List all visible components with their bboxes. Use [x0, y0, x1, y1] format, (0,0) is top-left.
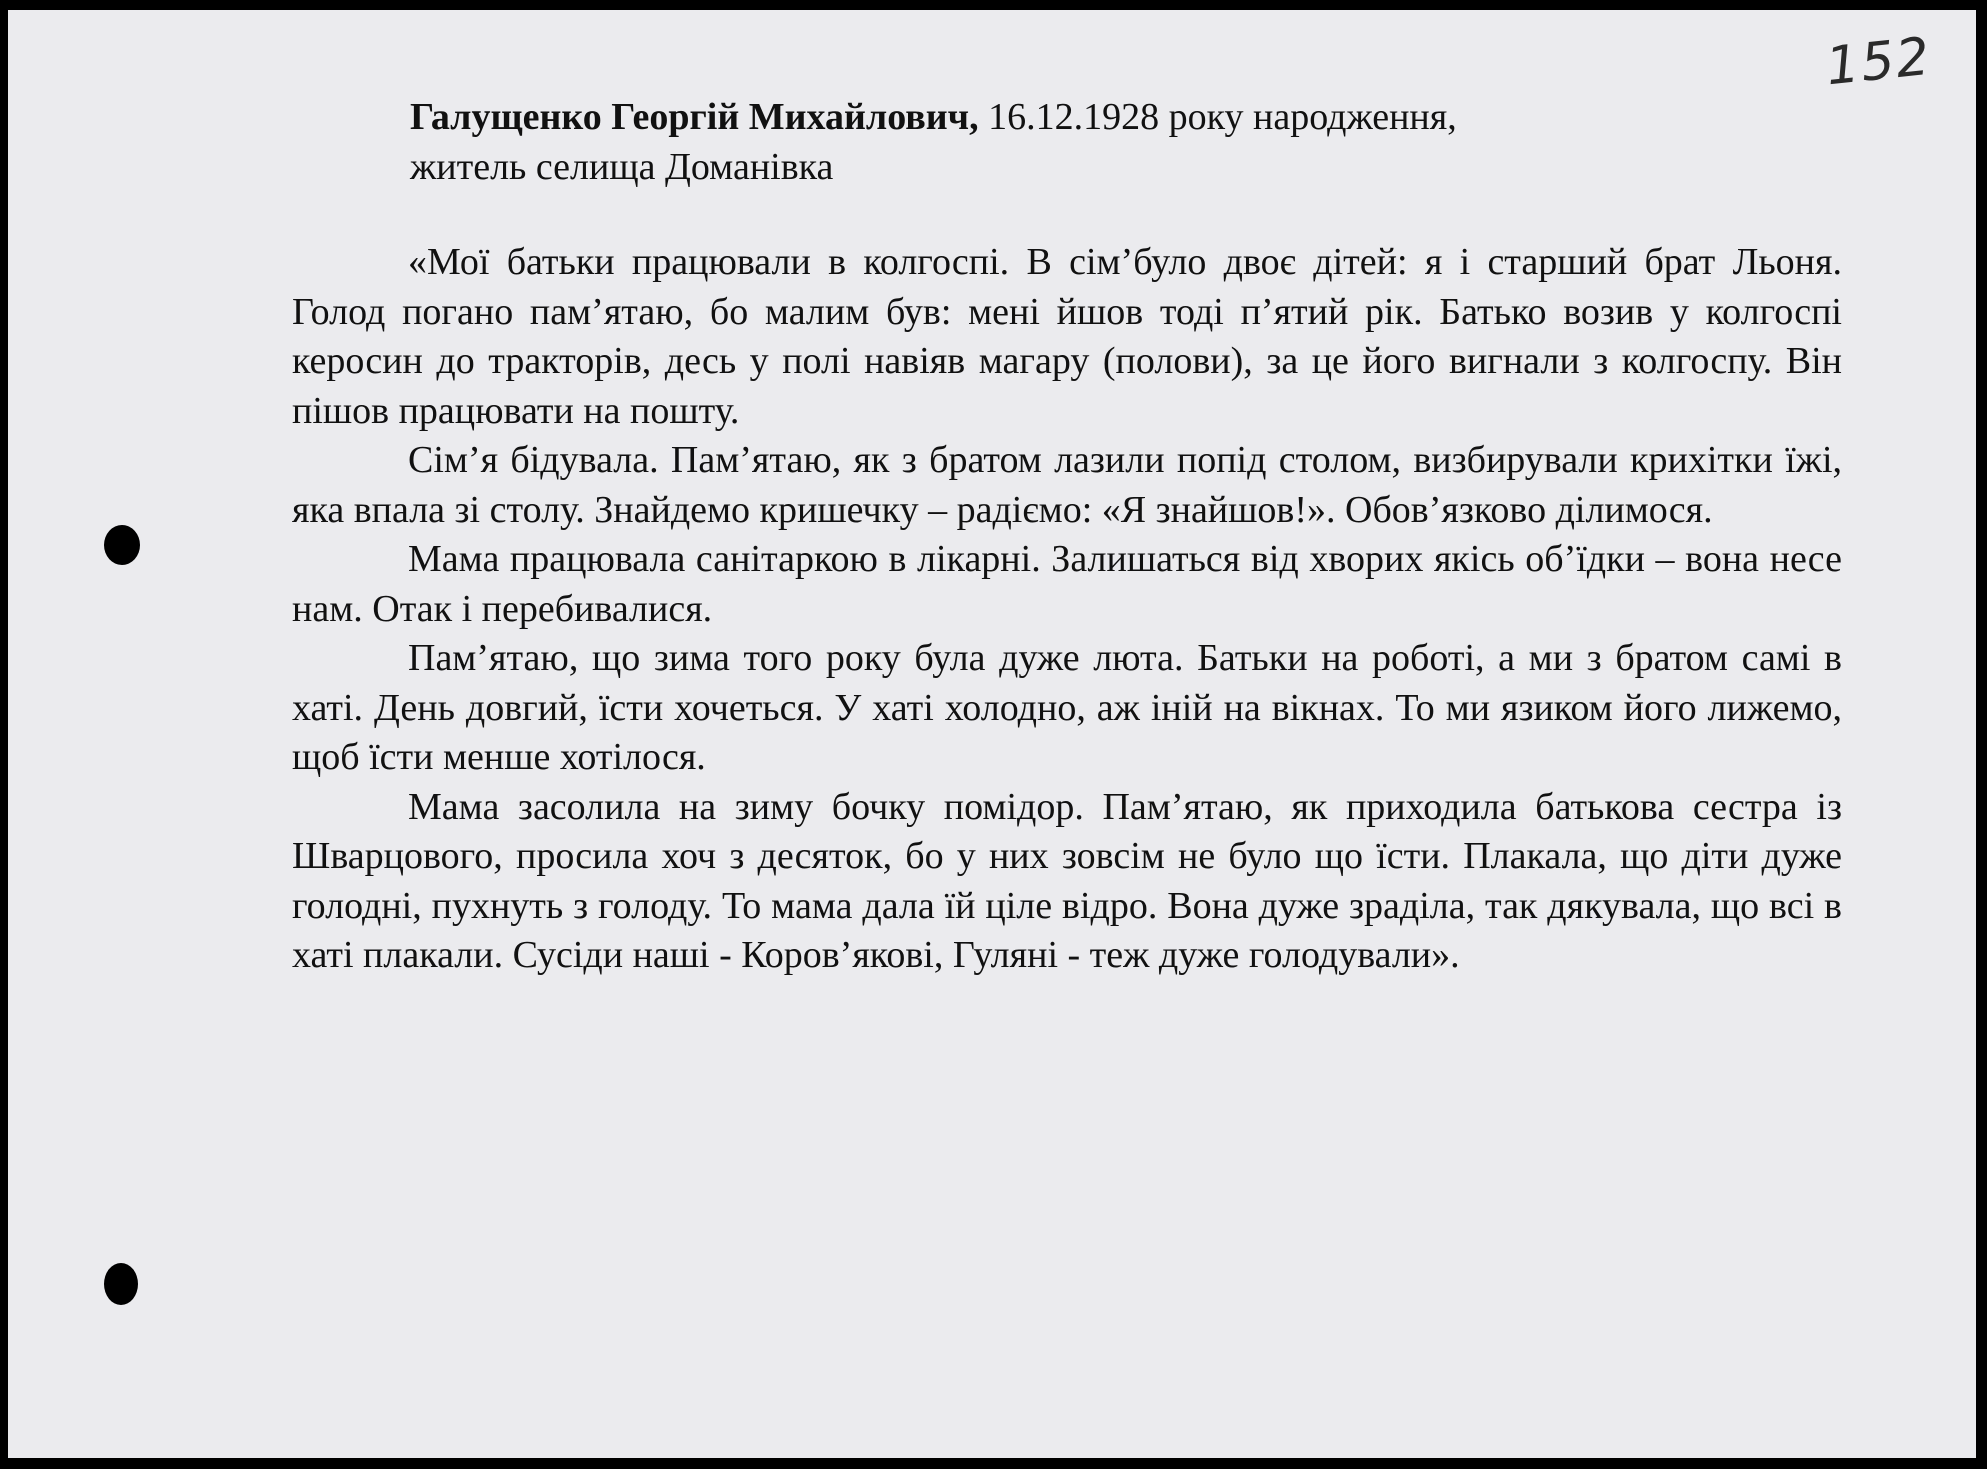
punch-hole-bottom — [104, 1263, 138, 1305]
person-name: Галущенко Георгій Михайлович, — [410, 96, 979, 138]
birth-date: 16.12.1928 року народження, — [978, 96, 1457, 138]
handwritten-page-number: 152 — [1823, 26, 1935, 98]
paragraph: Мама засолила на зиму бочку помідор. Пам’ятаю, як приходила батькова сестра із Шварцового, просила хоч з десяток, бо у них зовсім не було що їсти. Плакала, що діти дуже голодні, пухнуть з голоду. То мама дала їй ціле відро. Вона дуже зраділа, так дякувала, що всі в хаті плакали. Сусіди наші - Коров’якові, Гуляні - теж дуже голодували». — [292, 785, 1842, 976]
punch-hole-top — [104, 525, 140, 565]
paragraph: «Мої батьки працювали в колгоспі. В сім’було двоє дітей: я і старший брат Льоня. Голод погано пам’ятаю, бо малим був: мені йшов тоді п’ятий рік. Батько возив у колгоспі керосин до тракторів, десь у полі навіяв магару (полови), за це його вигнали з колгоспу. Він пішов працювати на пошту. — [292, 241, 1842, 432]
paragraph: Мама працювала санітаркою в лікарні. Залишаться від хворих якісь об’їдки – вона несе нам. Отак і перебивалися. — [292, 538, 1842, 630]
paragraph: Пам’ятаю, що зима того року була дуже люта. Батьки на роботі, а ми з братом самі в хаті. День довгий, їсти хочеться. У хаті холодно, аж іній на вікнах. То ми язиком його лижемо, щоб їсти менше хотілося. — [292, 637, 1842, 778]
document-page — [8, 10, 1976, 1458]
residence: житель селища Доманівка — [410, 146, 834, 188]
paragraph: Сім’я бідувала. Пам’ятаю, як з братом лазили попід столом, визбирували крихітки їжі, яка впала зі столу. Знайдемо кришечку – радіємо: «Я знайшов!». Обов’язково ділимося. — [292, 439, 1842, 531]
testimony-body — [292, 238, 1842, 981]
document-header — [410, 92, 1810, 192]
